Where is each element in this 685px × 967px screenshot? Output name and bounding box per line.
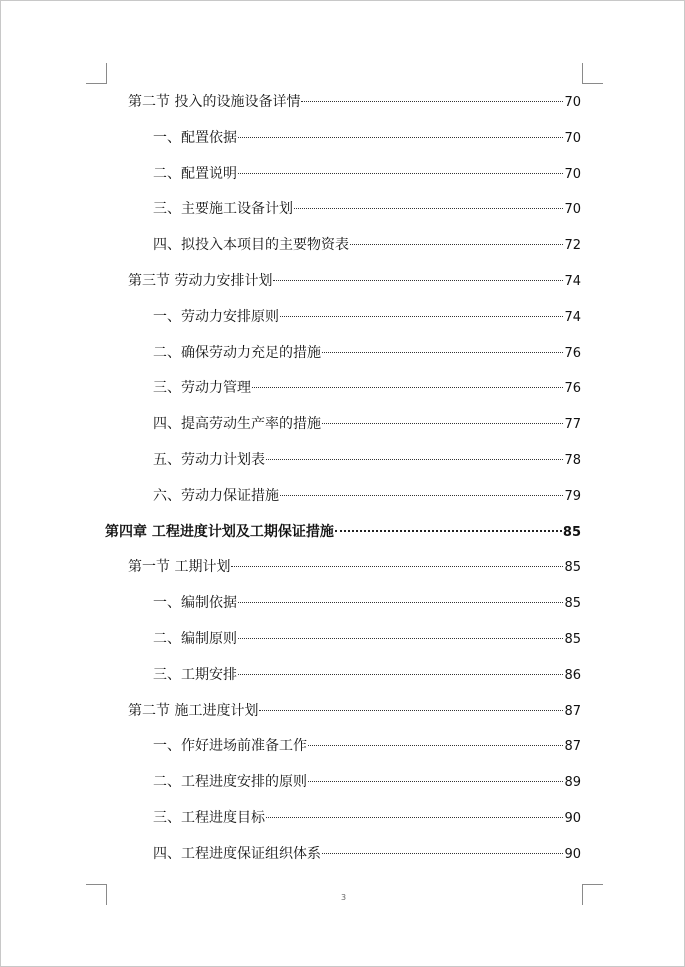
toc-dot-leader — [322, 352, 563, 353]
toc-entry-page-number: 85 — [564, 596, 581, 612]
toc-subsection-entry[interactable] — [153, 484, 581, 508]
toc-section-entry[interactable] — [128, 269, 581, 293]
toc-dot-leader — [238, 674, 563, 675]
toc-dot-leader — [301, 101, 563, 102]
toc-subsection-entry[interactable] — [153, 627, 581, 651]
toc-entry-label: 三、工期安排 — [153, 666, 237, 683]
toc-entry-label: 四、工程进度保证组织体系 — [153, 845, 321, 862]
toc-dot-leader — [238, 137, 563, 138]
toc-entry-page-number: 70 — [564, 166, 581, 182]
page-number: 3 — [340, 893, 347, 902]
crop-mark-top-right — [582, 63, 603, 84]
toc-subsection-entry[interactable] — [153, 126, 581, 150]
toc-section-entry[interactable] — [128, 699, 581, 723]
toc-entry-label: 三、劳动力管理 — [153, 380, 251, 397]
toc-entry-label: 一、编制依据 — [153, 595, 237, 612]
toc-dot-leader — [280, 316, 563, 317]
toc-entry-page-number: 77 — [564, 417, 581, 433]
toc-entry-page-number: 85 — [562, 524, 581, 540]
toc-entry-page-number: 70 — [564, 130, 581, 146]
toc-section-entry[interactable] — [128, 555, 581, 579]
toc-entry-label: 二、编制原则 — [153, 631, 237, 647]
toc-dot-leader — [231, 566, 563, 567]
toc-subsection-entry[interactable] — [153, 448, 581, 472]
toc-entry-label: 第二节 施工进度计划 — [128, 702, 259, 719]
toc-dot-leader — [238, 173, 563, 174]
toc-entry-label: 二、确保劳动力充足的措施 — [153, 344, 321, 361]
toc-entry-page-number: 74 — [564, 309, 581, 325]
toc-entry-label: 四、提高劳动生产率的措施 — [153, 416, 321, 433]
crop-mark-top-left — [86, 63, 107, 84]
toc-subsection-entry[interactable] — [153, 233, 581, 257]
toc-entry-page-number: 78 — [564, 453, 581, 468]
toc-entry-page-number: 90 — [564, 811, 581, 826]
toc-entry-page-number: 70 — [564, 202, 581, 218]
toc-entry-page-number: 85 — [564, 632, 581, 647]
toc-chapter-entry[interactable] — [105, 520, 581, 544]
toc-entry-page-number: 85 — [564, 560, 581, 576]
toc-dot-leader — [259, 710, 563, 711]
toc-dot-leader — [266, 817, 563, 818]
toc-entry-label: 五、劳动力计划表 — [153, 452, 265, 468]
toc-subsection-entry[interactable] — [153, 806, 581, 830]
toc-entry-page-number: 76 — [564, 381, 581, 397]
toc-section-entry[interactable] — [128, 90, 581, 114]
toc-entry-page-number: 90 — [564, 846, 581, 862]
toc-dot-leader — [238, 638, 563, 639]
toc-subsection-entry[interactable] — [153, 197, 581, 221]
toc-dot-leader — [308, 745, 563, 746]
toc-entry-label: 二、工程进度安排的原则 — [153, 774, 307, 791]
toc-subsection-entry[interactable] — [153, 591, 581, 615]
toc-entry-page-number: 74 — [564, 274, 581, 289]
toc-dot-leader — [252, 387, 563, 388]
toc-entry-label: 一、劳动力安排原则 — [153, 308, 279, 325]
toc-subsection-entry[interactable] — [153, 734, 581, 758]
toc-entry-label: 二、配置说明 — [153, 165, 237, 182]
toc-dot-leader — [322, 853, 563, 854]
toc-entry-page-number: 89 — [564, 775, 581, 791]
toc-entry-label: 一、作好进场前准备工作 — [153, 738, 307, 755]
toc-entry-label: 六、劳动力保证措施 — [153, 487, 279, 504]
toc-subsection-entry[interactable] — [153, 663, 581, 687]
toc-entry-page-number: 70 — [564, 95, 581, 110]
toc-entry-page-number: 79 — [564, 488, 581, 504]
toc-dot-leader — [322, 423, 563, 424]
toc-entry-label: 三、工程进度目标 — [153, 810, 265, 826]
toc-entry-page-number: 87 — [564, 739, 581, 755]
toc-entry-label: 第二节 投入的设施设备详情 — [128, 94, 301, 110]
toc-subsection-entry[interactable] — [153, 162, 581, 186]
toc-subsection-entry[interactable] — [153, 770, 581, 794]
toc-entry-page-number: 87 — [564, 703, 581, 719]
toc-entry-label: 第四章 工程进度计划及工期保证措施 — [105, 523, 334, 540]
toc-dot-leader — [308, 781, 563, 782]
toc-dot-leader — [350, 244, 563, 245]
toc-entry-label: 第三节 劳动力安排计划 — [128, 273, 273, 289]
toc-dot-leader — [294, 208, 563, 209]
toc-dot-leader — [335, 530, 562, 532]
toc-entry-page-number: 76 — [564, 345, 581, 361]
toc-entry-label: 一、配置依据 — [153, 129, 237, 146]
toc-subsection-entry[interactable] — [153, 842, 581, 866]
toc-entry-label: 第一节 工期计划 — [128, 559, 231, 576]
toc-subsection-entry[interactable] — [153, 305, 581, 329]
toc-entry-label: 四、拟投入本项目的主要物资表 — [153, 237, 349, 254]
toc-entry-page-number: 86 — [564, 667, 581, 683]
toc-subsection-entry[interactable] — [153, 376, 581, 400]
toc-entry-page-number: 72 — [564, 238, 581, 254]
toc-dot-leader — [266, 459, 563, 460]
toc-dot-leader — [280, 495, 563, 496]
toc-dot-leader — [238, 602, 563, 603]
toc-entry-label: 三、主要施工设备计划 — [153, 201, 293, 218]
toc-subsection-entry[interactable] — [153, 341, 581, 365]
toc-subsection-entry[interactable] — [153, 412, 581, 436]
toc-dot-leader — [273, 280, 563, 281]
